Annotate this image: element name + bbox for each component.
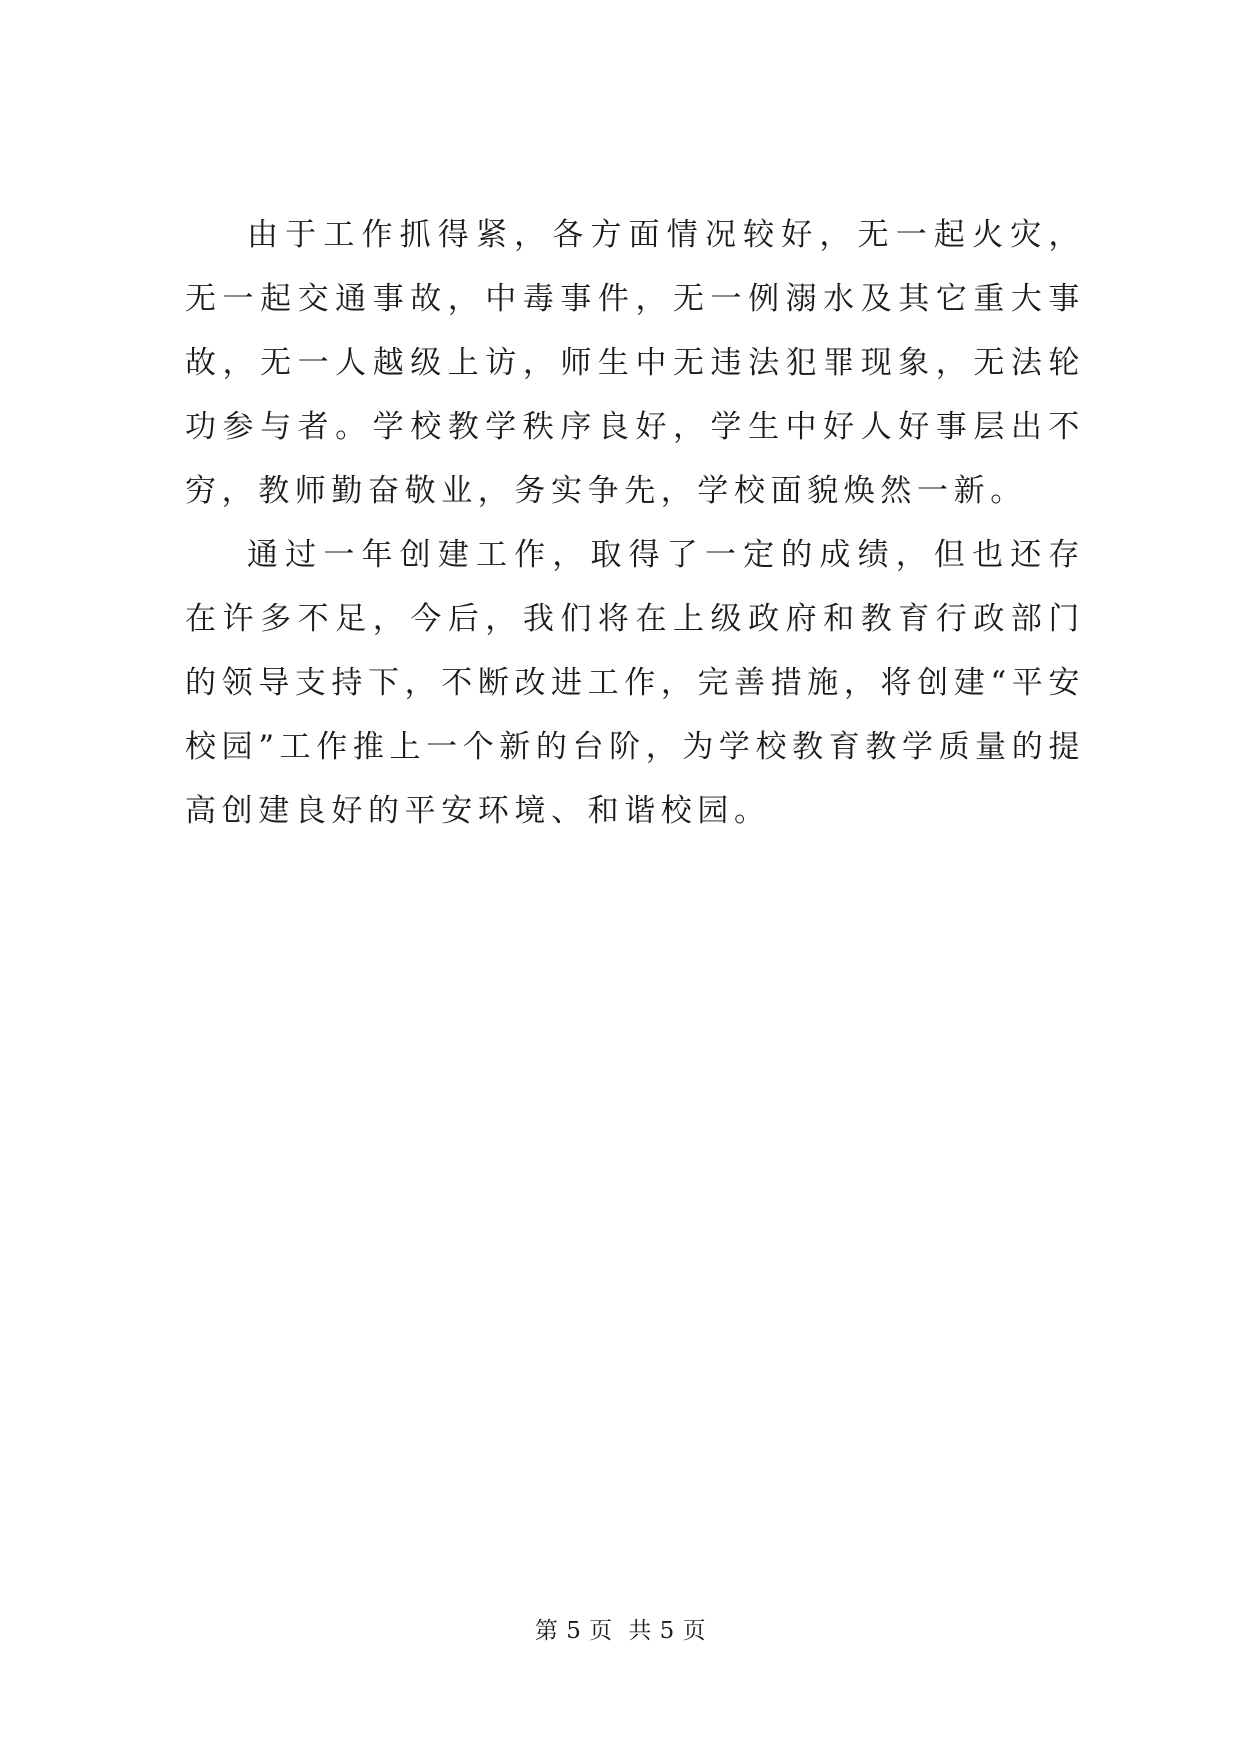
- paragraph-1: 由于工作抓得紧，各方面情况较好，无一起火灾，无一起交通事故，中毒事件，无一例溺水及其它重大事故，无一人越级上访，师生中无违法犯罪现象，无法轮功参与者。学校教学秩序良好，学生中好人好事层出不穷，教师勤奋敬业，务实争先，学校面貌焕然一新。: [185, 217, 1085, 509]
- page-total: 共 5 页: [628, 1618, 707, 1644]
- page-footer: [0, 1616, 1241, 1646]
- document-body: [185, 203, 1085, 843]
- footer-spacer: [613, 1618, 629, 1644]
- paragraph-2: 通过一年创建工作，取得了一定的成绩，但也还存在许多不足，今后，我们将在上级政府和教育行政部门的领导支持下，不断改进工作，完善措施，将创建“平安校园”工作推上一个新的台阶，为学校教育教学质量的提高创建良好的平安环境、和谐校园。: [185, 537, 1085, 829]
- page-number: 第 5 页: [534, 1618, 613, 1644]
